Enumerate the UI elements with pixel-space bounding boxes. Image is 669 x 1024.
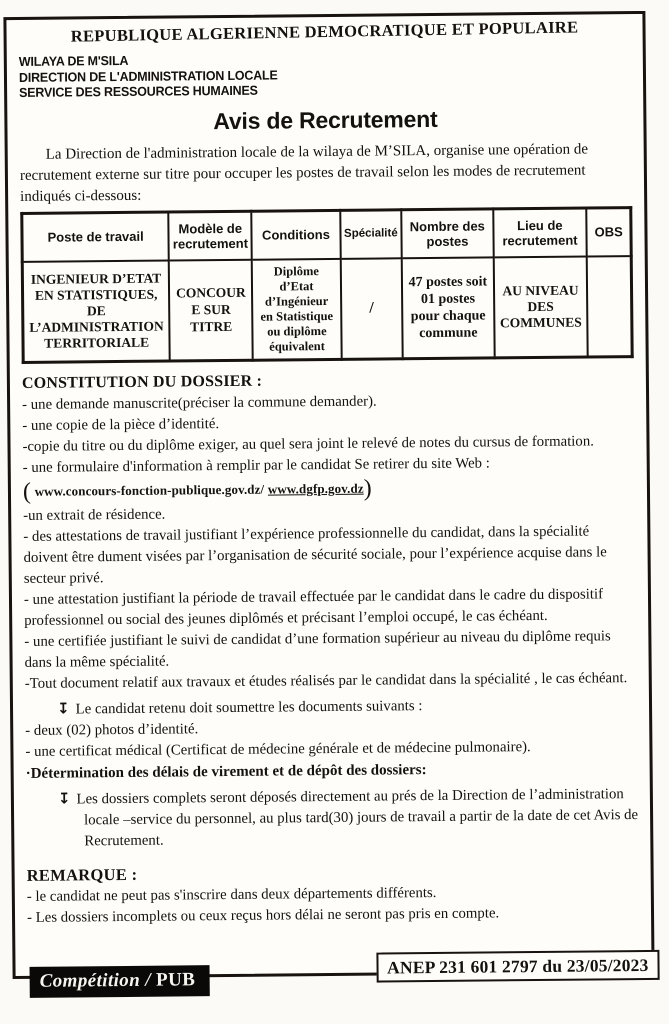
url-dgfp: www.dgfp.gov.dz	[267, 480, 364, 497]
document-page-border	[3, 11, 654, 992]
retained-doc-item: - deux (02) photos d’identité.	[25, 720, 199, 739]
col-header-modele: Modèle de recrutement	[169, 211, 253, 260]
col-header-specialite: Spécialité	[340, 209, 402, 258]
dossier-heading: CONSTITUTION DU DOSSIER :	[21, 372, 263, 392]
issuing-organization-block	[19, 48, 607, 100]
remarque-item: - le candidat ne peut pas s'inscrire dans deux départements différents.	[26, 884, 437, 905]
col-header-nombre: Nombre des postes	[401, 208, 493, 257]
dossier-item: - des attestations de travail justifiant l’expérience professionnelle du candidat, dans la spécialité doivent être dument visées par l’organisation de sécurité sociale, pour l’expérience acquise dans le secteur privé.	[23, 523, 607, 587]
cell-specialite: /	[340, 258, 403, 359]
org-line-wilaya: WILAYA DE M'SILA	[18, 52, 129, 69]
close-paren: )	[363, 475, 372, 502]
republic-title: REPUBLIQUE ALGERIENNE DEMOCRATIQUE ET POPULAIRE	[70, 17, 579, 46]
notice-title: Avis de Recrutement	[213, 105, 438, 134]
dossier-item: - une copie de la pièce d’identité.	[22, 415, 220, 434]
anep-reference-box: ANEP 231 601 2797 du 23/05/2023	[376, 950, 660, 983]
dossier-item: -copie du titre ou du diplôme exiger, au quel sera joint le relevé de notes du cursus de formation.	[22, 432, 594, 455]
dossier-item: - une attestation justifiant la période de travail effectuée par le candidat dans le cadre du dispositif professionnel ou social des jeunes diplômés et précisant l’emploi occupé, le cas échéant.	[23, 585, 604, 629]
dossier-item: - une certifiée justifiant le suivi de candidat d’une formation supérieur au niveau du diplôme requis dans la même spécialité.	[24, 627, 611, 671]
website-line	[23, 474, 635, 504]
down-arrow-bullet-icon: ↧	[56, 699, 70, 718]
cell-poste: INGENIEUR D’ETAT EN STATISTIQUES, DE L’ADMINISTRATION TERRITORIALE	[22, 260, 170, 362]
dossier-item: -un extrait de résidence.	[23, 506, 166, 524]
delais-item-text: Les dossiers complets seront déposés directement au prés de la Direction de l’administration locale –service du personnel, au plus tard(30) jours de travail a partir de la date de cet Avis de Recrutement.	[76, 785, 639, 849]
org-line-service: SERVICE DES RESSOURCES HUMAINES	[19, 82, 258, 100]
col-header-conditions: Conditions	[252, 210, 341, 259]
dossier-item: - une demande manuscrite(préciser la commune demander).	[22, 393, 377, 413]
delais-heading: ·Détermination des délais de virement et de dépôt des dossiers:	[25, 761, 427, 782]
retained-candidate-text: Le candidat retenu doit soumettre les documents suivants :	[75, 697, 423, 717]
open-paren: (	[22, 478, 32, 505]
retained-doc-item: - une certificat médical (Certificat de médecine générale et de médecine pulmonaire).	[25, 738, 531, 760]
col-header-poste: Poste de travail	[22, 212, 169, 262]
org-line-direction: DIRECTION DE L'ADMINISTRATION LOCALE	[18, 66, 278, 85]
cell-modele: CONCOUR E SUR TITRE	[169, 259, 253, 360]
publication-stamp-pub: PUB	[150, 969, 196, 991]
table-header-row	[22, 207, 631, 261]
dossier-item: -Tout document relatif aux travaux et études réalisés par le candidat dans la spécialité , le cas échéant.	[24, 669, 628, 692]
remarque-heading: REMARQUE :	[26, 864, 138, 885]
cell-nombre: 47 postes soit 01 postes pour chaque commune	[402, 257, 494, 358]
cell-lieu: AU NIVEAU DES COMMUNES	[493, 256, 588, 357]
col-header-obs: OBS	[587, 207, 632, 256]
url-concours-fonction-publique: www.concours-fonction-publique.gov.dz/	[34, 481, 265, 499]
col-header-lieu: Lieu de recrutement	[493, 208, 587, 257]
recruitment-table	[20, 206, 633, 364]
dossier-item: - une formulaire d'information à remplir par le candidat Se retirer du site Web :	[22, 454, 490, 476]
down-arrow-bullet-icon: ↧	[57, 788, 71, 808]
cell-conditions: Diplôme d’Etat d’Ingénieur en Statistique ou diplôme équivalent	[252, 258, 341, 359]
cell-obs	[587, 256, 632, 357]
table-row	[22, 256, 632, 362]
intro-paragraph: La Direction de l'administration locale de la wilaya de M’SILA, organise une opération de recrutement externe sur titre pour occuper les postes de travail selon les modes de recrutement indiqués ci-dessous:	[19, 140, 589, 205]
delais-item	[26, 783, 639, 853]
publication-stamp	[30, 965, 210, 998]
remarque-item: - Les dossiers incomplets ou ceux reçus hors délai ne seront pas pris en compte.	[26, 904, 500, 926]
publication-stamp-italic: Compétition /	[39, 969, 152, 992]
